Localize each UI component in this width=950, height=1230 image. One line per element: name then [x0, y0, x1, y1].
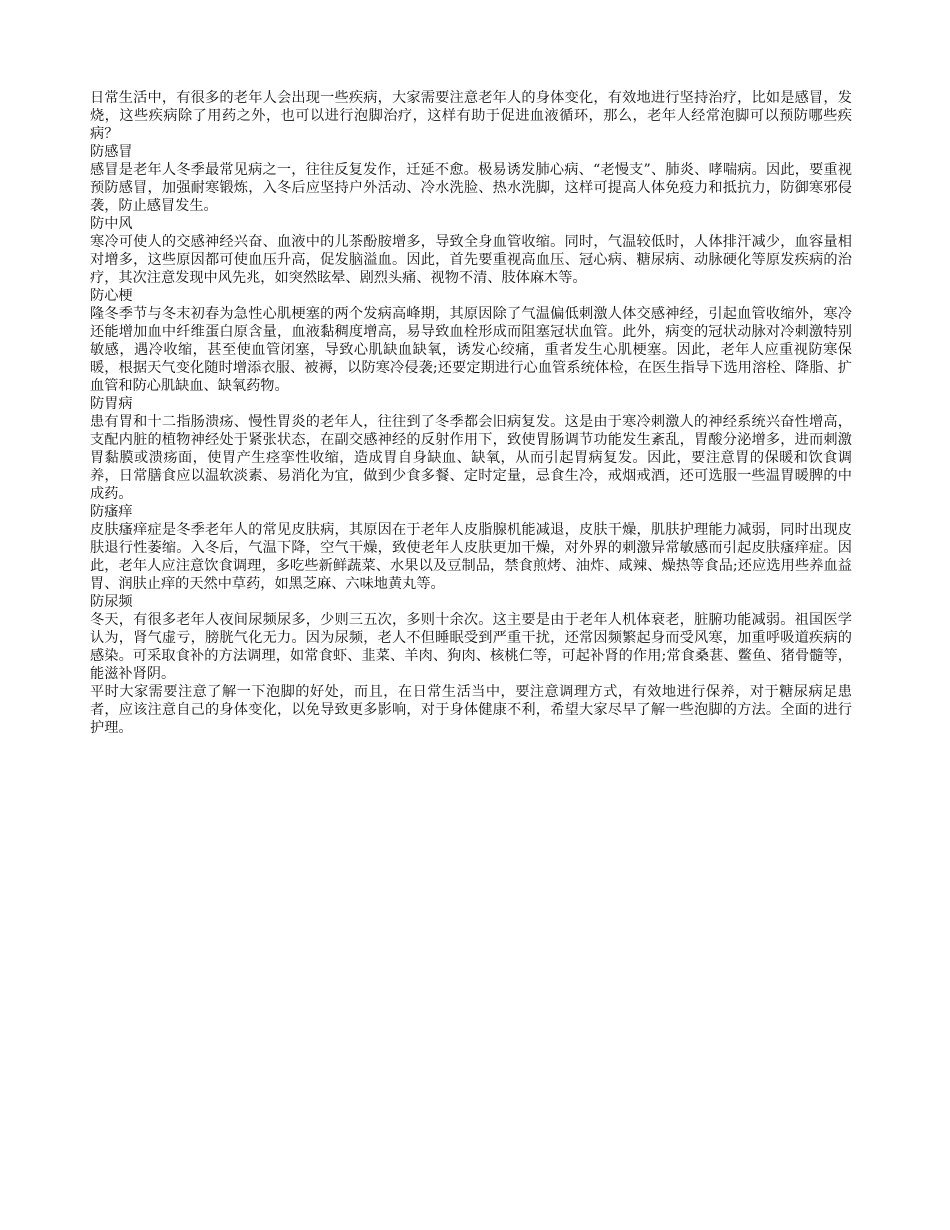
conclusion-paragraph: 平时大家需要注意了解一下泡脚的好处，而且，在日常生活当中，要注意调理方式，有效地进行保养，对于糖尿病足患者，应该注意自己的身体变化，以免导致更多影响，对于身体健康不利，希望大家尽早了解一些泡脚的方法。全面的进行护理。: [90, 684, 852, 736]
article: [90, 89, 852, 737]
section-body-heart: 隆冬季节与冬末初春为急性心肌梗塞的两个发病高峰期，其原因除了气温偏低刺激人体交感神经，引起血管收缩外，寒冷还能增加血中纤维蛋白原含量，血液黏稠度增高，易导致血栓形成而阻塞冠状血管。此外，病变的冠状动脉对冷刺激特别敏感，遇冷收缩，甚至使血管闭塞，导致心肌缺血缺氧，诱发心绞痛，重者发生心肌梗塞。因此，老年人应重视防寒保暖，根据天气变化随时增添衣服、被褥，以防寒冷侵袭;还要定期进行心血管系统体检，在医生指导下选用溶栓、降脂、扩血管和防心肌缺血、缺氧药物。: [90, 306, 852, 394]
section-body-itch: 皮肤瘙痒症是冬季老年人的常见皮肤病，其原因在于老年人皮脂腺机能减退，皮肤干燥，肌肤护理能力减弱，同时出现皮肤退行性萎缩。入冬后，气温下降，空气干燥，致使老年人皮肤更加干燥，对外界的刺激异常敏感而引起皮肤瘙痒症。因此，老年人应注意饮食调理，多吃些新鲜蔬菜、水果以及豆制品，禁食煎烤、油炸、咸辣、燥热等食品;还应选用些养血益胃、润肤止痒的天然中草药，如黑芝麻、六味地黄丸等。: [90, 522, 852, 592]
section-heading-stroke: 防中风: [90, 216, 133, 232]
section-heading-cold: 防感冒: [90, 144, 133, 160]
section-heading-heart: 防心梗: [90, 288, 133, 304]
section-heading-urination: 防尿频: [90, 594, 133, 610]
intro-paragraph: 日常生活中，有很多的老年人会出现一些疾病，大家需要注意老年人的身体变化，有效地进行坚持治疗，比如是感冒，发烧，这些疾病除了用药之外，也可以进行泡脚治疗，这样有助于促进血液循环，那么，老年人经常泡脚可以预防哪些疾病？: [90, 90, 852, 142]
section-body-urination: 冬天，有很多老年人夜间尿频尿多，少则三五次，多则十余次。这主要是由于老年人机体衰老，脏腑功能减弱。祖国医学认为，肾气虚亏，膀胱气化无力。因为尿频，老人不但睡眠受到严重干扰，还常因频繁起身而受风寒，加重呼吸道疾病的感染。可采取食补的方法调理，如常食虾、韭菜、羊肉、狗肉、核桃仁等，可起补肾的作用;常食桑葚、鳖鱼、猪骨髓等，能滋补肾阴。: [90, 612, 852, 682]
section-body-cold: 感冒是老年人冬季最常见病之一，往往反复发作，迁延不愈。极易诱发肺心病、“老慢支”、肺炎、哮喘病。因此，要重视预防感冒，加强耐寒锻炼，入冬后应坚持户外活动、冷水洗脸、热水洗脚，这样可提高人体免疫力和抵抗力，防御寒邪侵袭，防止感冒发生。: [90, 162, 852, 214]
section-heading-stomach: 防胃病: [90, 396, 133, 412]
section-body-stroke: 寒冷可使人的交感神经兴奋、血液中的儿茶酚胺增多，导致全身血管收缩。同时，气温较低时，人体排汗减少，血容量相对增多，这些原因都可使血压升高，促发脑溢血。因此，首先要重视高血压、冠心病、糖尿病、动脉硬化等原发疾病的治疗，其次注意发现中风先兆，如突然眩晕、剧烈头痛、视物不清、肢体麻木等。: [90, 234, 852, 286]
section-body-stomach: 患有胃和十二指肠溃疡、慢性胃炎的老年人，往往到了冬季都会旧病复发。这是由于寒冷刺激人的神经系统兴奋性增高，支配内脏的植物神经处于紧张状态，在副交感神经的反射作用下，致使胃肠调节功能发生紊乱，胃酸分泌增多，进而刺激胃黏膜或溃疡面，使胃产生痉挛性收缩，造成胃自身缺血、缺氧，从而引起胃病复发。因此，要注意胃的保暖和饮食调养，日常膳食应以温软淡素、易消化为宜，做到少食多餐、定时定量，忌食生冷，戒烟戒酒，还可选服一些温胃暖脾的中成药。: [90, 414, 852, 502]
section-heading-itch: 防瘙痒: [90, 504, 133, 520]
